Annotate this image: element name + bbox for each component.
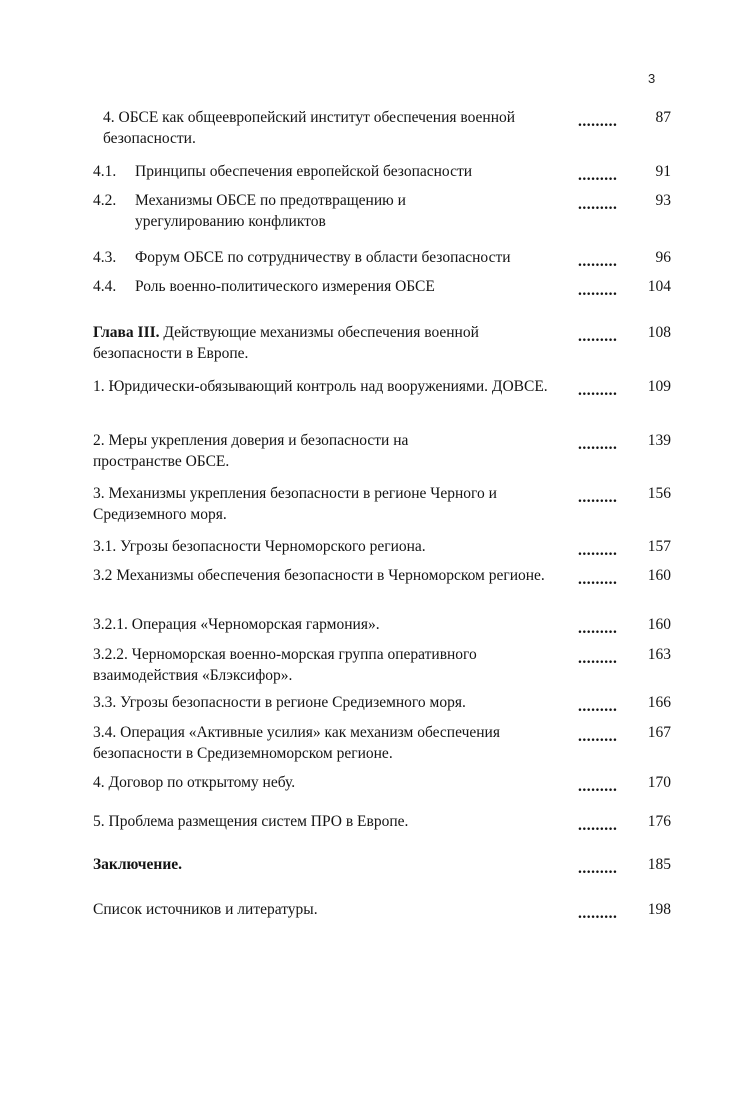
toc-entry-number: 4.1. — [93, 163, 117, 180]
toc-leader-dots: ......... — [578, 650, 618, 667]
toc-entry-page: 91 — [655, 163, 671, 180]
toc-entry-title — [93, 190, 568, 232]
toc-leader-dots: ......... — [578, 817, 618, 834]
toc-entry-number: 4.4. — [93, 278, 117, 295]
toc-leader-dots: ......... — [578, 167, 618, 184]
toc-entry-page: 185 — [647, 856, 671, 873]
toc-leader-dots: ......... — [578, 905, 618, 922]
toc-entry-page: 139 — [647, 432, 671, 449]
toc-entry-page: 163 — [647, 646, 671, 663]
toc-entry-title — [93, 772, 568, 793]
toc-entry-title — [93, 430, 473, 472]
toc-leader-dots: ......... — [578, 382, 618, 399]
toc-entry-title — [93, 161, 568, 182]
toc-leader-dots: ......... — [578, 620, 618, 637]
toc-entry — [0, 107, 733, 155]
toc-entry-title-text: 1. Юридически-обязывающий контроль над вооружениями. ДОВСЕ. — [93, 378, 548, 395]
toc-entry-page: 170 — [647, 774, 671, 791]
page-number: 3 — [648, 71, 656, 86]
toc-entry-title-text: 5. Проблема размещения систем ПРО в Европе. — [93, 813, 409, 830]
toc-entry-title — [93, 276, 568, 297]
toc-entry-title — [93, 899, 568, 920]
toc-entry — [0, 565, 733, 613]
toc-entry-page: 87 — [655, 109, 671, 126]
toc-entry-title — [93, 483, 568, 525]
chapter-label: Глава III. — [93, 324, 160, 341]
toc-entry-title — [93, 565, 553, 586]
toc-entry — [0, 811, 733, 859]
toc-entry-page: 93 — [655, 192, 671, 209]
toc-entry-title-text: Роль военно-политического измерения ОБСЕ — [135, 278, 435, 295]
toc-entry-title-text: 3.2.2. Черноморская военно-морская группа оперативного взаимодействия «Блэксифор». — [93, 646, 477, 684]
toc-leader-dots: ......... — [578, 328, 618, 345]
toc-entry-title-text: 3.2 Механизмы обеспечения безопасности в Черноморском регионе. — [93, 567, 545, 584]
toc-leader-dots: ......... — [578, 489, 618, 506]
toc-entry-title-text: Механизмы ОБСЕ по предотвращению и урегулированию конфликтов — [135, 192, 406, 230]
toc-entry-page: 166 — [647, 694, 671, 711]
toc-entry-title-text: Принципы обеспечения европейской безопасности — [135, 163, 473, 180]
toc-entry-title — [103, 107, 523, 149]
toc-entry-title-text: 3. Механизмы укрепления безопасности в регионе Черного и Средиземного моря. — [93, 485, 497, 523]
toc-entry-title-text: Список источников и литературы. — [93, 901, 318, 918]
toc-entry — [0, 899, 733, 947]
toc-entry-title — [93, 376, 563, 397]
toc-entry — [0, 430, 733, 478]
toc-entry-page: 109 — [647, 378, 671, 395]
toc-leader-dots: ......... — [578, 253, 618, 270]
toc-entry-page: 176 — [647, 813, 671, 830]
toc-leader-dots: ......... — [578, 778, 618, 795]
toc-entry-page: 160 — [647, 567, 671, 584]
toc-entry-title-text: 3.4. Операция «Активные усилия» как механизм обеспечения безопасности в Средиземноморском регионе. — [93, 724, 500, 762]
toc-entry-title — [93, 536, 568, 557]
toc-entry-title-text: 3.1. Угрозы безопасности Черноморского региона. — [93, 538, 426, 555]
toc-entry-title-text: 2. Меры укрепления доверия и безопасности на пространстве ОБСЕ. — [93, 432, 409, 470]
toc-leader-dots: ......... — [578, 542, 618, 559]
toc-entry — [0, 376, 733, 424]
toc-entry — [0, 854, 733, 902]
toc-entry-title — [93, 322, 543, 364]
toc-entry-title — [93, 722, 563, 764]
toc-leader-dots: ......... — [578, 571, 618, 588]
toc-entry-title — [93, 854, 568, 875]
toc-entry-page: 198 — [647, 901, 671, 918]
toc-entry-page: 108 — [647, 324, 671, 341]
toc-entry-title — [93, 811, 568, 832]
toc-entry — [0, 322, 733, 370]
conclusion-label: Заключение. — [93, 856, 183, 873]
toc-entry-page: 167 — [647, 724, 671, 741]
toc-entry — [0, 644, 733, 692]
toc-entry-page: 104 — [647, 278, 671, 295]
toc-entry-page: 160 — [647, 616, 671, 633]
toc-leader-dots: ......... — [578, 436, 618, 453]
toc-entry-title-text: 4. ОБСЕ как общеевропейский институт обеспечения военной безопасности. — [103, 109, 516, 147]
toc-entry-title-text: 3.2.1. Операция «Черноморская гармония». — [93, 616, 380, 633]
toc-entry-title — [93, 692, 568, 713]
toc-leader-dots: ......... — [578, 196, 618, 213]
toc-entry-page: 157 — [647, 538, 671, 555]
toc-entry-number: 4.3. — [93, 249, 117, 266]
toc-leader-dots: ......... — [578, 860, 618, 877]
toc-entry-number: 4.2. — [93, 192, 117, 209]
toc-entry — [0, 276, 733, 324]
toc-entry — [0, 483, 733, 531]
toc-leader-dots: ......... — [578, 728, 618, 745]
toc-leader-dots: ......... — [578, 698, 618, 715]
toc-entry-title — [93, 247, 568, 268]
toc-leader-dots: ......... — [578, 282, 618, 299]
toc-leader-dots: ......... — [578, 113, 618, 130]
toc-entry-page: 156 — [647, 485, 671, 502]
toc-entry-title — [93, 644, 543, 686]
toc-entry-title-text: Действующие механизмы обеспечения военной безопасности в Европе. — [93, 324, 479, 362]
toc-entry-page: 96 — [655, 249, 671, 266]
toc-entry — [0, 722, 733, 770]
toc-entry-title — [93, 614, 568, 635]
toc-entry-title-text: Форум ОБСЕ по сотрудничеству в области безопасности — [135, 249, 511, 266]
toc-entry-title-text: 4. Договор по открытому небу. — [93, 774, 296, 791]
toc-entry-title-text: 3.3. Угрозы безопасности в регионе Средиземного моря. — [93, 694, 466, 711]
toc-entry — [0, 190, 733, 238]
